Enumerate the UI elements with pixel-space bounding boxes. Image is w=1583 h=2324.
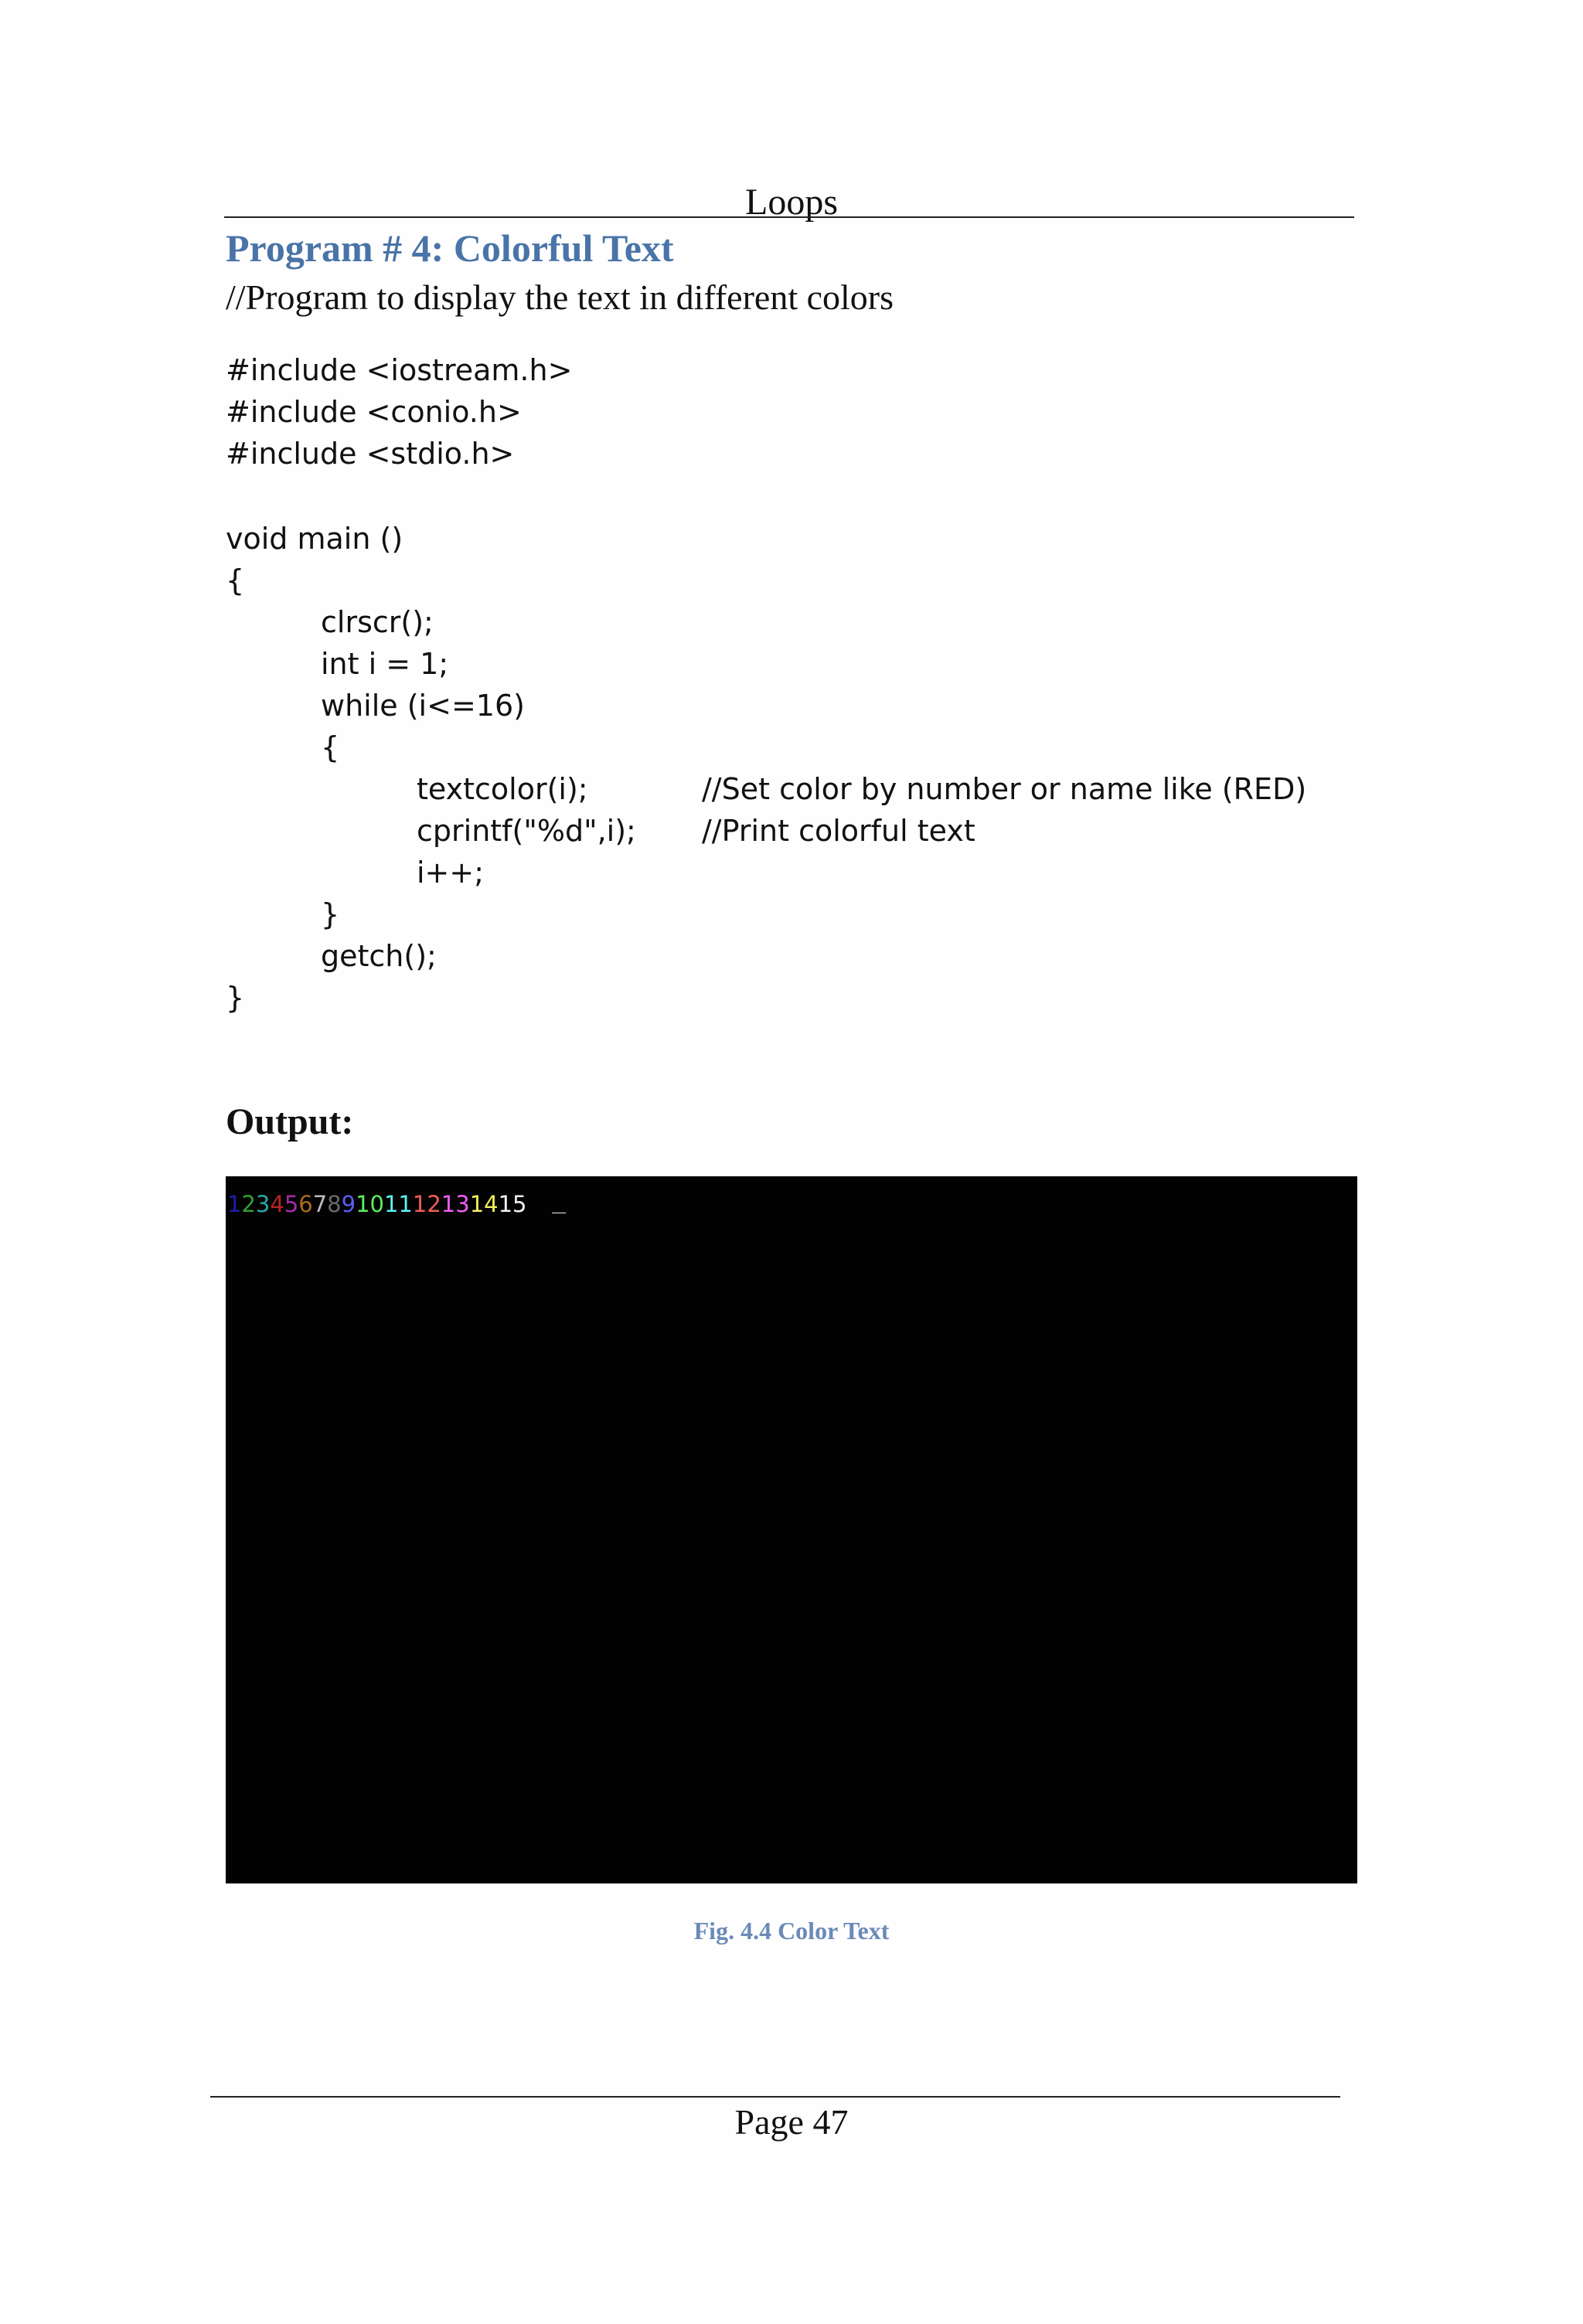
terminal-cursor: _ xyxy=(552,1187,567,1214)
running-header: Loops xyxy=(745,182,838,223)
page-number: Page 47 xyxy=(734,2102,849,2142)
code-comment-cprintf: //Print colorful text xyxy=(702,814,975,848)
terminal-number-8: 8 xyxy=(327,1191,342,1217)
code-line-open-brace: { xyxy=(226,563,245,597)
code-line-increment: i++; xyxy=(417,856,485,890)
terminal-number-6: 6 xyxy=(298,1191,313,1217)
code-line-include-conio: #include <conio.h> xyxy=(226,395,522,429)
code-line-while-open: { xyxy=(321,730,340,764)
code-line-include-iostream: #include <iostream.h> xyxy=(226,353,573,387)
code-line-while: while (i<=16) xyxy=(321,689,525,723)
terminal-number-12: 12 xyxy=(412,1191,441,1217)
output-label: Output: xyxy=(226,1101,354,1142)
figure-caption: Fig. 4.4 Color Text xyxy=(693,1917,890,1945)
terminal-number-4: 4 xyxy=(270,1191,284,1217)
code-line-int-i: int i = 1; xyxy=(321,647,449,681)
header-rule xyxy=(224,216,1354,218)
terminal-number-15: 15 xyxy=(498,1191,527,1217)
terminal-number-7: 7 xyxy=(312,1191,328,1217)
terminal-number-3: 3 xyxy=(255,1191,271,1217)
footer-rule xyxy=(210,2096,1340,2098)
terminal-printed-text xyxy=(227,1190,527,1218)
terminal-number-14: 14 xyxy=(469,1191,499,1217)
program-title: Program # 4: Colorful Text xyxy=(226,226,674,270)
code-line-cprintf: cprintf("%d",i); xyxy=(417,814,636,848)
code-comment-textcolor: //Set color by number or name like (RED) xyxy=(702,772,1307,806)
terminal-output-window xyxy=(226,1176,1357,1883)
terminal-number-5: 5 xyxy=(284,1191,299,1217)
code-line-main: void main () xyxy=(226,522,403,556)
terminal-number-13: 13 xyxy=(441,1191,470,1217)
code-line-textcolor: textcolor(i); xyxy=(417,772,588,806)
terminal-number-9: 9 xyxy=(341,1191,356,1217)
terminal-number-10: 10 xyxy=(356,1191,384,1217)
code-line-close-brace: } xyxy=(226,981,245,1015)
code-line-getch: getch(); xyxy=(321,939,437,973)
code-line-include-stdio: #include <stdio.h> xyxy=(226,437,515,471)
program-description: //Program to display the text in different colors xyxy=(226,277,894,317)
terminal-number-11: 11 xyxy=(383,1191,413,1217)
terminal-number-1: 1 xyxy=(227,1191,242,1217)
code-line-while-close: } xyxy=(321,897,340,931)
terminal-number-2: 2 xyxy=(241,1191,256,1217)
code-line-clrscr: clrscr(); xyxy=(321,605,434,639)
